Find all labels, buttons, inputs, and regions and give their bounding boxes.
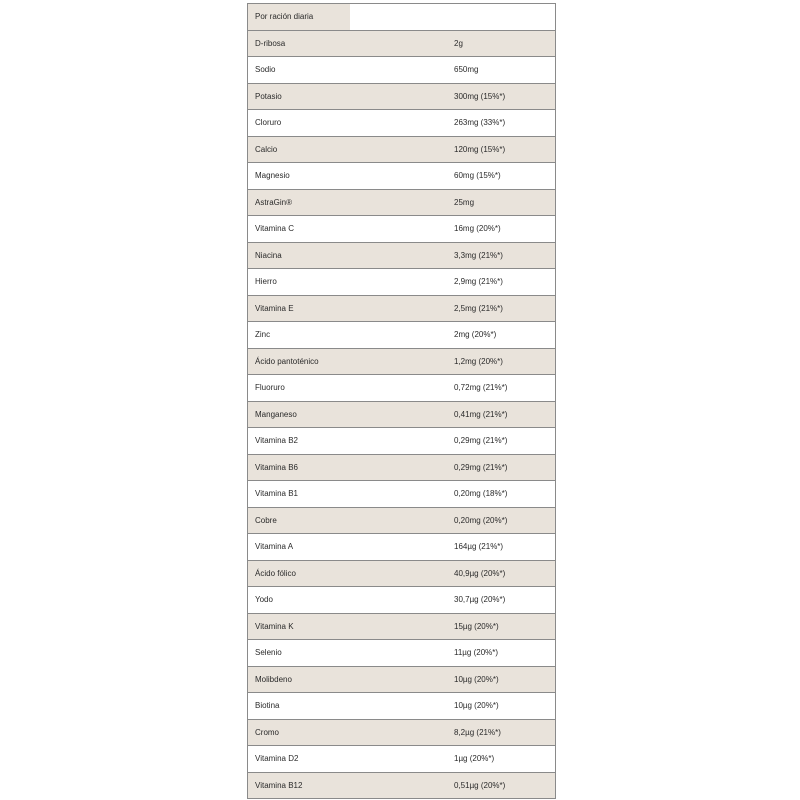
table-row <box>248 375 555 402</box>
table-row <box>248 57 555 84</box>
nutrient-amount: 0,29mg (21%*) <box>454 436 508 446</box>
nutrient-name: Molibdeno <box>255 674 292 684</box>
nutrient-amount: 120mg (15%*) <box>454 144 506 154</box>
nutrient-name: Cobre <box>255 515 277 525</box>
table-header-row <box>248 4 555 31</box>
nutrient-amount: 263mg (33%*) <box>454 118 506 128</box>
nutrient-amount: 0,72mg (21%*) <box>454 383 508 393</box>
table-row <box>248 481 555 508</box>
nutrient-name: Fluoruro <box>255 383 285 393</box>
nutrient-amount: 60mg (15%*) <box>454 171 501 181</box>
table-row <box>248 640 555 667</box>
table-row <box>248 455 555 482</box>
nutrient-name: Zinc <box>255 330 271 340</box>
table-row <box>248 190 555 217</box>
nutrient-amount: 0,41mg (21%*) <box>454 409 508 419</box>
nutrient-amount: 2g <box>454 38 463 48</box>
nutrient-amount: 8,2µg (21%*) <box>454 727 501 737</box>
nutrient-name: Niacina <box>255 250 282 260</box>
nutrient-amount: 25mg <box>454 197 475 207</box>
table-row <box>248 84 555 111</box>
nutrient-amount: 2mg (20%*) <box>454 330 497 340</box>
nutrient-name: D-ribosa <box>255 38 286 48</box>
table-row <box>248 587 555 614</box>
nutrient-name: Biotina <box>255 701 280 711</box>
nutrient-amount: 2,9mg (21%*) <box>454 277 503 287</box>
nutrient-name: Hierro <box>255 277 277 287</box>
nutrient-amount: 0,51µg (20%*) <box>454 780 506 790</box>
nutrient-amount: 650mg <box>454 65 479 75</box>
table-row <box>248 243 555 270</box>
nutrient-name: Yodo <box>255 595 273 605</box>
nutrient-name: Calcio <box>255 144 278 154</box>
nutrient-amount: 2,5mg (21%*) <box>454 303 503 313</box>
nutrient-name: Cloruro <box>255 118 282 128</box>
nutrient-name: Vitamina A <box>255 542 294 552</box>
nutrient-name: Sodio <box>255 65 276 75</box>
nutrient-amount: 300mg (15%*) <box>454 91 506 101</box>
table-row <box>248 534 555 561</box>
serving-header: Por ración diaria <box>248 4 350 30</box>
table-row <box>248 773 555 800</box>
nutrient-amount: 0,20mg (20%*) <box>454 515 508 525</box>
table-row <box>248 746 555 773</box>
table-row <box>248 561 555 588</box>
table-row <box>248 110 555 137</box>
table-body <box>248 31 555 800</box>
nutrient-name: Vitamina C <box>255 224 294 234</box>
nutrient-name: Potasio <box>255 91 282 101</box>
nutrient-name: Selenio <box>255 648 282 658</box>
table-row <box>248 614 555 641</box>
table-row <box>248 508 555 535</box>
nutrient-amount: 3,3mg (21%*) <box>454 250 503 260</box>
nutrient-amount: 0,29mg (21%*) <box>454 462 508 472</box>
table-row <box>248 693 555 720</box>
nutrient-amount: 40,9µg (20%*) <box>454 568 506 578</box>
nutrient-name: Vitamina B12 <box>255 780 303 790</box>
nutrient-name: Ácido pantoténico <box>255 356 319 366</box>
nutrient-name: Vitamina B6 <box>255 462 298 472</box>
table-row <box>248 163 555 190</box>
header-empty-cell <box>350 4 555 30</box>
table-row <box>248 428 555 455</box>
nutrition-table <box>247 3 556 799</box>
nutrient-amount: 16mg (20%*) <box>454 224 501 234</box>
nutrient-amount: 11µg (20%*) <box>454 648 499 658</box>
nutrient-amount: 1,2mg (20%*) <box>454 356 503 366</box>
nutrient-amount: 164µg (21%*) <box>454 542 504 552</box>
nutrient-amount: 30,7µg (20%*) <box>454 595 506 605</box>
nutrient-name: Ácido fólico <box>255 568 296 578</box>
nutrient-name: Cromo <box>255 727 280 737</box>
nutrient-name: Vitamina D2 <box>255 754 299 764</box>
nutrient-amount: 15µg (20%*) <box>454 621 499 631</box>
nutrient-amount: 10µg (20%*) <box>454 674 499 684</box>
table-row <box>248 31 555 58</box>
nutrient-name: Magnesio <box>255 171 290 181</box>
nutrient-amount: 0,20mg (18%*) <box>454 489 508 499</box>
table-row <box>248 216 555 243</box>
table-row <box>248 296 555 323</box>
table-row <box>248 322 555 349</box>
nutrient-amount: 10µg (20%*) <box>454 701 499 711</box>
nutrient-amount: 1µg (20%*) <box>454 754 495 764</box>
nutrient-name: Vitamina B2 <box>255 436 298 446</box>
nutrient-name: Vitamina K <box>255 621 294 631</box>
table-row <box>248 667 555 694</box>
nutrient-name: Vitamina E <box>255 303 294 313</box>
table-row <box>248 402 555 429</box>
table-row <box>248 720 555 747</box>
nutrient-name: Manganeso <box>255 409 297 419</box>
nutrient-name: AstraGin® <box>255 197 293 207</box>
table-row <box>248 137 555 164</box>
table-row <box>248 349 555 376</box>
table-row <box>248 269 555 296</box>
nutrient-name: Vitamina B1 <box>255 489 298 499</box>
